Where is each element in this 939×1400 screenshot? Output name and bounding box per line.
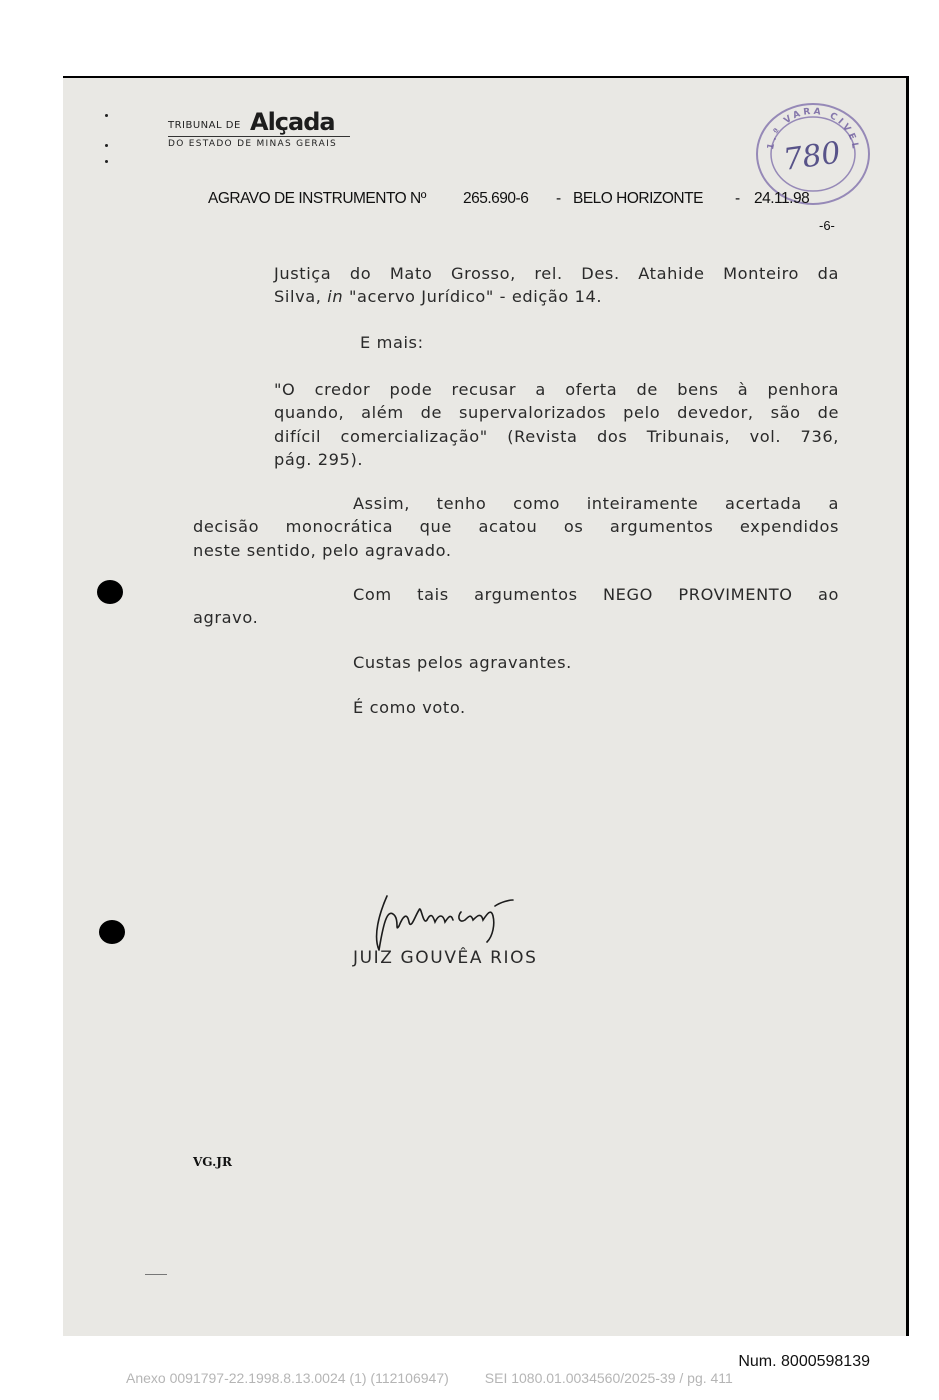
margin-mark: [105, 160, 108, 163]
paragraph-citation-tail: [274, 262, 839, 309]
paragraph-e-mais: [360, 331, 424, 354]
margin-dash: [145, 1274, 167, 1275]
paragraph-assim: [193, 492, 839, 562]
stamp-ring-text: 1.ª VARA CIVEL: [766, 106, 861, 153]
paragraph-quotation: [274, 378, 839, 471]
text-line: neste sentido, pelo agravado.: [193, 540, 452, 560]
stamp-handwritten-number: 780: [781, 135, 843, 178]
letterhead-tribunal: TRIBUNAL DE: [168, 120, 241, 131]
text-line: Com tais argumentos NEGO PROVIMENTO ao: [353, 585, 839, 604]
margin-mark: [105, 114, 108, 117]
page-number: -6-: [819, 218, 835, 233]
text-line: [274, 285, 839, 308]
text-line: Justiça do Mato Grosso, rel. Des. Atahide Monteiro da: [274, 264, 839, 283]
punch-hole-bottom: [99, 920, 125, 944]
text-line: decisão monocrática que acatou os argumentos expendidos: [193, 517, 839, 537]
letterhead: [168, 108, 358, 158]
header-numero: 265.690-6: [463, 190, 529, 207]
header-dash: -: [735, 190, 740, 207]
document-number: Num. 8000598139: [738, 1353, 870, 1370]
text-line: Custas pelos agravantes.: [353, 653, 572, 672]
punch-hole-top: [97, 580, 123, 604]
typist-initials: VG.JR: [193, 1155, 232, 1169]
handwritten-signature: [365, 886, 525, 956]
footer-metadata: [126, 1370, 769, 1386]
text-line: quando, além de supervalorizados pelo devedor, são de: [274, 403, 839, 423]
text-line: É como voto.: [353, 698, 466, 717]
text-line: Assim, tenho como inteiramente acertada a: [353, 494, 839, 513]
footer-anexo: Anexo 0091797-22.1998.8.13.0024 (1) (112106947): [126, 1370, 449, 1386]
letterhead-divider: [168, 136, 350, 137]
text-line: pág. 295).: [274, 449, 364, 469]
text-line: difícil comercialização" (Revista dos Tribunais, vol. 736,: [274, 426, 839, 446]
header-dash: -: [556, 190, 561, 207]
header-agravo: AGRAVO DE INSTRUMENTO Nº: [208, 190, 426, 207]
paper-sheet: [63, 78, 906, 1336]
letterhead-alcada-logo: Alçada: [250, 108, 335, 136]
paragraph-como-voto: [353, 696, 466, 719]
footer-sei: SEI 1080.01.0034560/2025-39 / pg. 411: [484, 1370, 733, 1386]
header-data: 24.11.98: [754, 190, 810, 207]
text-line: "O credor pode recusar a oferta de bens à penhora: [274, 380, 839, 399]
header-cidade: BELO HORIZONTE: [573, 190, 703, 207]
paragraph-nego-provimento: [193, 583, 839, 630]
text-line: agravo.: [193, 608, 259, 628]
text-line: E mais:: [360, 333, 424, 352]
scanned-document: [63, 76, 909, 1336]
signer-name: JUIZ GOUVÊA RIOS: [353, 948, 538, 968]
letterhead-estado: DO ESTADO DE MINAS GERAIS: [168, 139, 338, 149]
paragraph-custas: [353, 651, 572, 674]
text-run: Silva,: [274, 287, 328, 307]
italic-in: in: [327, 287, 344, 307]
margin-mark: [105, 144, 108, 147]
text-run: "acervo Jurídico" - edição 14.: [343, 287, 603, 307]
